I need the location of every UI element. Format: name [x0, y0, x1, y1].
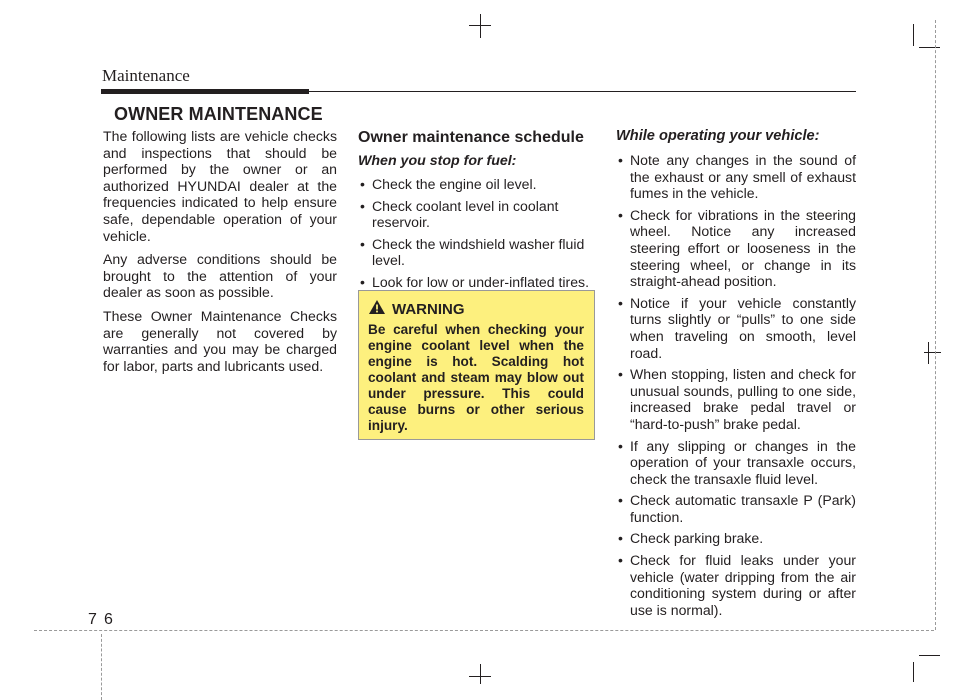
schedule-heading: Owner maintenance schedule	[358, 129, 584, 146]
list-item: • Look for low or under-inflated tires.	[358, 274, 598, 291]
trim-line	[935, 20, 936, 630]
warning-triangle-icon	[368, 299, 386, 320]
crop-mark	[919, 655, 940, 656]
crop-mark	[913, 662, 914, 682]
intro-paragraph: The following lists are vehicle checks and inspections that should be performed by the owner or an authorized HYUNDAI dealer at the frequencies indicated to help ensure safe, dependable operation of your vehicle.	[103, 128, 337, 244]
list-item: • Notice if your vehicle constantly turns slightly or “pulls” to one side when traveling on smooth, level road.	[616, 295, 856, 361]
list-item: • Check automatic transaxle P (Park) function.	[616, 492, 856, 525]
crop-mark	[924, 352, 941, 353]
warning-box	[358, 290, 595, 440]
section-label: Maintenance	[102, 66, 190, 85]
list-item: • Check for vibrations in the steering wheel. Notice any increased steering effort or looseness in the steering wheel, or change in its straight-ahead position.	[616, 207, 856, 290]
list-item: • Check the engine oil level.	[358, 176, 598, 193]
warning-header	[368, 299, 584, 320]
warning-text: Be careful when checking your engine coolant level when the engine is hot. Scalding hot coolant and steam may blow out under pressure. This could cause burns or other serious injury.	[368, 322, 584, 433]
crop-mark	[469, 25, 491, 26]
fuel-stop-subheading: When you stop for fuel:	[358, 153, 517, 169]
chapter-number: 7	[88, 611, 97, 628]
crop-mark	[469, 676, 491, 677]
list-item: • Check the windshield washer fluid level.	[358, 236, 598, 269]
list-item: • Check for fluid leaks under your vehicle (water dripping from the air conditioning system during or after use is normal).	[616, 552, 856, 618]
operating-list	[616, 152, 856, 618]
schedule-column	[358, 128, 598, 296]
list-item: • When stopping, listen and check for unusual sounds, pulling to one side, increased brake pedal travel or “hard-to-push” brake pedal.	[616, 366, 856, 432]
warning-title: WARNING	[392, 300, 465, 318]
page-title: OWNER MAINTENANCE	[114, 104, 323, 124]
intro-column	[103, 128, 337, 381]
list-item: • Check parking brake.	[616, 530, 856, 547]
operating-subheading: While operating your vehicle:	[616, 128, 820, 144]
list-item: • Note any changes in the sound of the exhaust or any smell of exhaust fumes in the vehicle.	[616, 152, 856, 202]
intro-paragraph: These Owner Maintenance Checks are generally not covered by warranties and you may be charged for labor, parts and lubricants used.	[103, 307, 337, 374]
header-rule-thick	[101, 89, 309, 94]
header-rule-thin	[309, 91, 856, 92]
list-item: • Check coolant level in coolant reservoir.	[358, 198, 598, 231]
crop-mark	[919, 47, 940, 48]
list-item: • If any slipping or changes in the operation of your transaxle occurs, check the transaxle fluid level.	[616, 438, 856, 488]
crop-mark	[480, 664, 481, 684]
trim-line	[34, 630, 934, 631]
crop-mark	[913, 24, 914, 46]
crop-mark	[928, 342, 929, 364]
intro-paragraph: Any adverse conditions should be brought to the attention of your dealer as soon as possible.	[103, 251, 337, 301]
page-number: 6	[104, 611, 113, 628]
crop-mark	[480, 14, 481, 38]
operating-column	[616, 128, 856, 623]
trim-line	[101, 634, 102, 700]
fuel-stop-list	[358, 176, 598, 291]
